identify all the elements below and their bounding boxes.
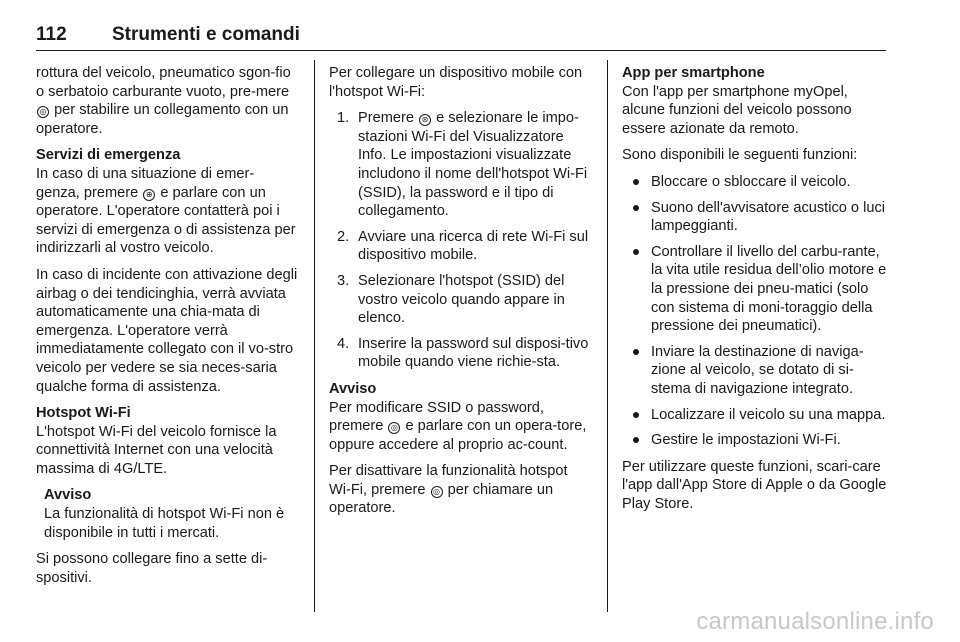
onstar-button-icon: ◎ [431, 486, 443, 498]
paragraph: In caso di una situazione di emer-genza, premere ⊕ e parlare con un operatore. L'operatore contatterà poi i servizi di emergenza o di assistenza per indirizzarli al vostro veicolo. [36, 165, 296, 257]
paragraph: In caso di incidente con attivazione degli airbag o dei tendicinghia, verrà avviata automaticamente una chia-mata di emergenza. L'operatore verrà immediatamente collegato con il vo-stro veicolo per vedere se sia neces-saria qualche forma di assistenza. [36, 266, 298, 395]
paragraph: Sono disponibili le seguenti funzioni: [622, 147, 858, 164]
paragraph: rottura del veicolo, pneumatico sgon-fio o serbatoio carburante vuoto, pre-mere ◎ per stabilire un collegamento con un operatore. [36, 65, 291, 137]
list-item: Bloccare o sbloccare il veicolo. [622, 173, 888, 192]
paragraph: L'hotspot Wi-Fi del veicolo fornisce la connettività Internet con una velocità massima di 4G/LTE. [36, 423, 277, 477]
column-divider-1 [314, 60, 315, 612]
note-heading: Avviso [329, 380, 377, 397]
section-title: Strumenti e comandi [112, 24, 300, 45]
watermark: carmanualsonline.info [696, 608, 934, 635]
note-box [329, 380, 591, 454]
column-divider-2 [607, 60, 608, 612]
note-box [44, 486, 298, 542]
list-item: 3. Selezionare l'hotspot (SSID) del vostro veicolo quando appare in elenco. [337, 272, 565, 327]
list-item: Localizzare il veicolo su una mappa. [622, 406, 888, 425]
note-text: Per modificare SSID o password, premere ◎ e parlare con un opera-tore, oppure accedere al proprio ac-count. [329, 399, 587, 453]
column-3 [622, 64, 888, 521]
note-text: La funzionalità di hotspot Wi-Fi non è disponibile in tutti i mercati. [44, 506, 285, 541]
list-item: Controllare il livello del carbu-rante, la vita utile residua dell’olio motore e la pressione dei pneu-matici (solo con sistema di moni-toraggio della pressione dei pneumatici). [622, 243, 888, 336]
list-item: 4. Inserire la password sul disposi-tivo mobile quando viene richie-sta. [337, 335, 589, 371]
sos-button-icon: ⊕ [143, 189, 155, 201]
heading-app: App per smartphone [622, 65, 765, 81]
note-heading: Avviso [44, 487, 92, 504]
page-header [36, 24, 886, 51]
features-list [622, 173, 888, 450]
list-item: Suono dell'avvisatore acustico o luci lampeggianti. [622, 199, 888, 236]
list-item: 2. Avviare una ricerca di rete Wi-Fi sul dispositivo mobile. [337, 228, 589, 264]
list-item: Inviare la destinazione di naviga-zione al veicolo, se dotato di si-stema di navigazione integrato. [622, 343, 888, 399]
list-item: 1. Premere ⊛ e selezionare le impo-stazioni Wi-Fi del Visualizzatore Info. Le impostazioni visualizzate includono il nome dell'hotspot Wi-Fi (SSID), la password e il tipo di collegamento. [337, 110, 588, 220]
column-1 [36, 64, 298, 595]
column-2 [329, 64, 591, 526]
steps-list [329, 109, 591, 372]
onstar-button-icon: ◎ [388, 422, 400, 434]
paragraph: Per disattivare la funzionalità hotspot Wi-Fi, premere ◎ per chiamare un operatore. [329, 463, 568, 517]
paragraph: Si possono collegare fino a sette di-spositivi. [36, 551, 268, 586]
wifi-button-icon: ⊛ [419, 114, 431, 126]
list-item: Gestire le impostazioni Wi-Fi. [622, 431, 888, 450]
onstar-button-icon: ◎ [37, 106, 49, 118]
paragraph: Con l'app per smartphone myOpel, alcune funzioni del veicolo possono essere azionate da remoto. [622, 83, 852, 137]
paragraph: Per utilizzare queste funzioni, scari-care l'app dall'App Store di Apple o da Google Play Store. [622, 458, 887, 512]
heading-hotspot: Hotspot Wi-Fi [36, 405, 131, 422]
paragraph: Per collegare un dispositivo mobile con l'hotspot Wi-Fi: [329, 65, 583, 100]
page-number: 112 [36, 24, 67, 45]
heading-emergency: Servizi di emergenza [36, 147, 181, 164]
